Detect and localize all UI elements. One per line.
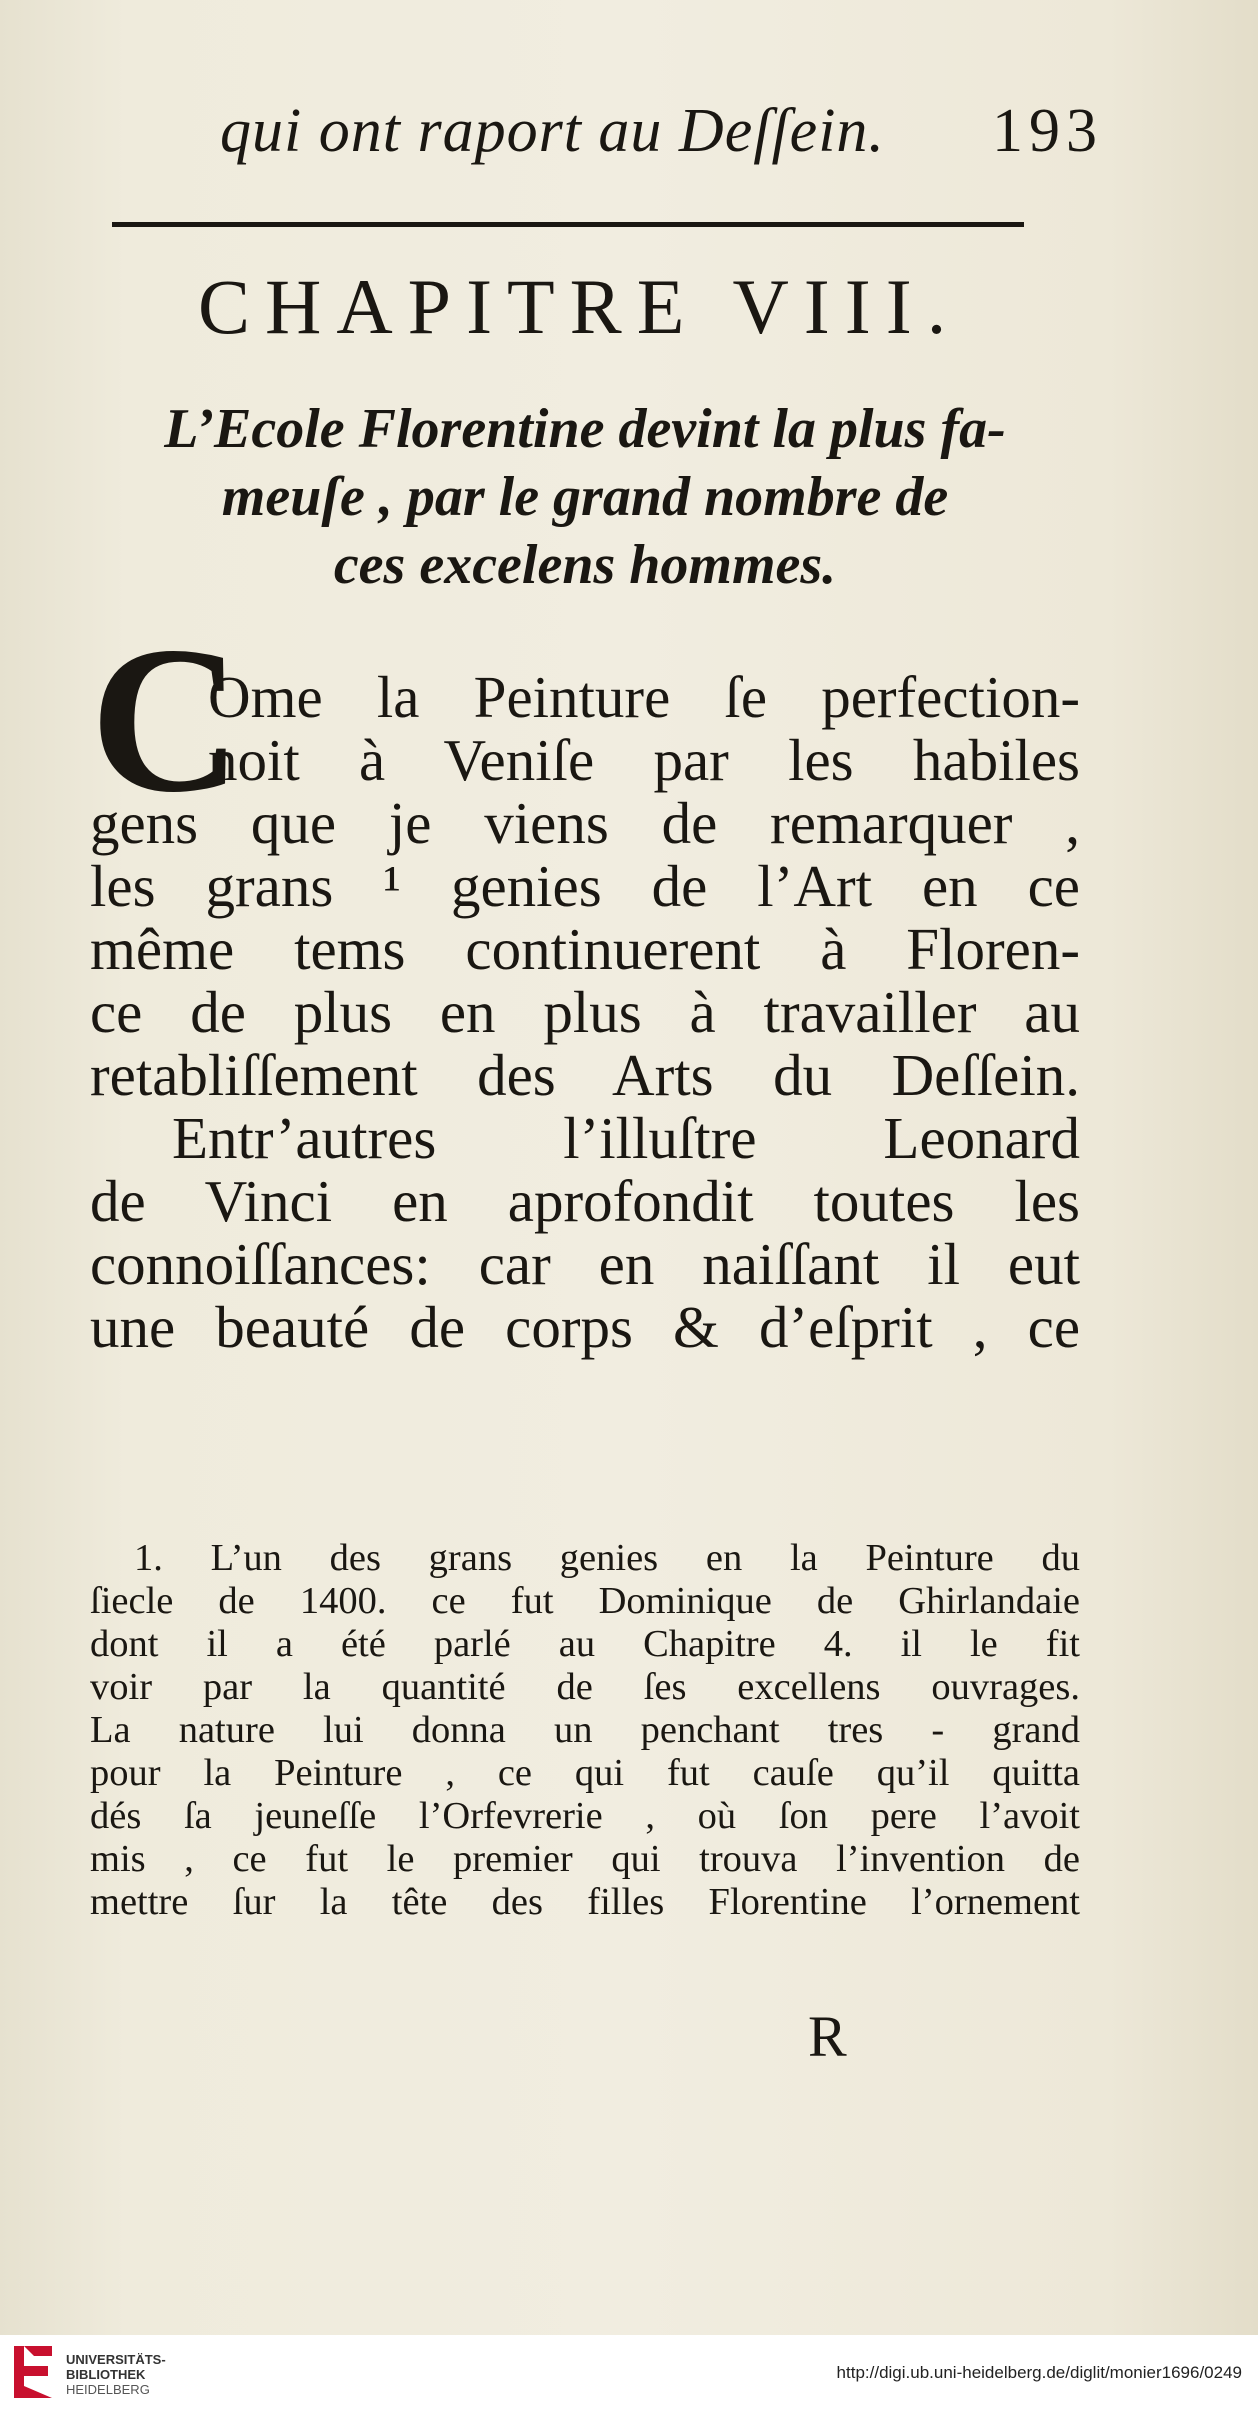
footnote-line: ſiecle de 1400. ce fut Dominique de Ghirlandaie: [90, 1580, 1080, 1622]
chapter-title: CHAPITRE VIII.: [198, 263, 962, 350]
library-name-line: HEIDELBERG: [66, 2382, 150, 2397]
library-name: [66, 2352, 166, 2397]
text-line: gens que je viens de remarquer ,: [90, 790, 1080, 856]
subtitle-line: ces excelens hommes.: [333, 534, 837, 596]
footnote-line: dés ſa jeuneſſe l’Orfevrerie , où ſon pere l’avoit: [90, 1795, 1080, 1837]
permalink-url[interactable]: http://digi.ub.uni-heidelberg.de/diglit/monier1696/0249: [836, 2363, 1242, 2382]
text-line: connoiſſances: car en naiſſant il eut: [90, 1231, 1080, 1297]
chapter-subtitle: [90, 395, 1080, 599]
library-name-line: UNIVERSITÄTS-: [66, 2352, 166, 2367]
drop-cap: C: [90, 604, 242, 836]
footnote: [90, 1537, 1080, 1924]
text-line: de Vinci en aprofondit toutes les: [90, 1168, 1080, 1234]
footnote-line: pour la Peinture , ce qui fut cauſe qu’il quitta: [90, 1752, 1080, 1794]
library-name-line: BIBLIOTHEK: [66, 2367, 146, 2382]
page-number: 193: [992, 97, 1103, 165]
catchword: R: [808, 2004, 847, 2069]
footnote-line: 1. L’un des grans genies en la Peinture du: [134, 1537, 1080, 1579]
text-line: même tems continuerent à Floren-: [90, 916, 1080, 982]
footnote-line: La nature lui donna un penchant tres - grand: [90, 1709, 1080, 1751]
text-line: Entr’autres l’illuſtre Leonard: [172, 1105, 1080, 1171]
text-line: les grans ¹ genies de l’Art en ce: [90, 853, 1080, 919]
university-library-logo-icon: [12, 2342, 56, 2402]
footnote-line: dont il a été parlé au Chapitre 4. il le fit: [90, 1623, 1080, 1665]
header-rule: [112, 222, 1024, 227]
text-line: ce de plus en plus à travailler au: [90, 979, 1080, 1045]
text-line: retabliſſement des Arts du Deſſein.: [90, 1042, 1080, 1108]
text-line: une beauté de corps & d’eſprit , ce: [90, 1294, 1080, 1360]
text-line: Ome la Peinture ſe perfection-: [208, 664, 1080, 730]
running-title: qui ont raport au Deſſein.: [220, 97, 885, 165]
footnote-line: voir par la quantité de ſes excellens ouvrages.: [90, 1666, 1080, 1708]
text-line: noit à Veniſe par les habiles: [208, 727, 1080, 793]
subtitle-line: L’Ecole Florentine devint la plus fa-: [164, 398, 1006, 460]
subtitle-line: meuſe , par le grand nombre de: [221, 466, 949, 528]
footnote-line: mettre ſur la tête des filles Florentine l’ornement: [90, 1881, 1080, 1923]
body-text: [90, 666, 1080, 1359]
footnote-line: mis , ce fut le premier qui trouva l’invention de: [90, 1838, 1080, 1880]
